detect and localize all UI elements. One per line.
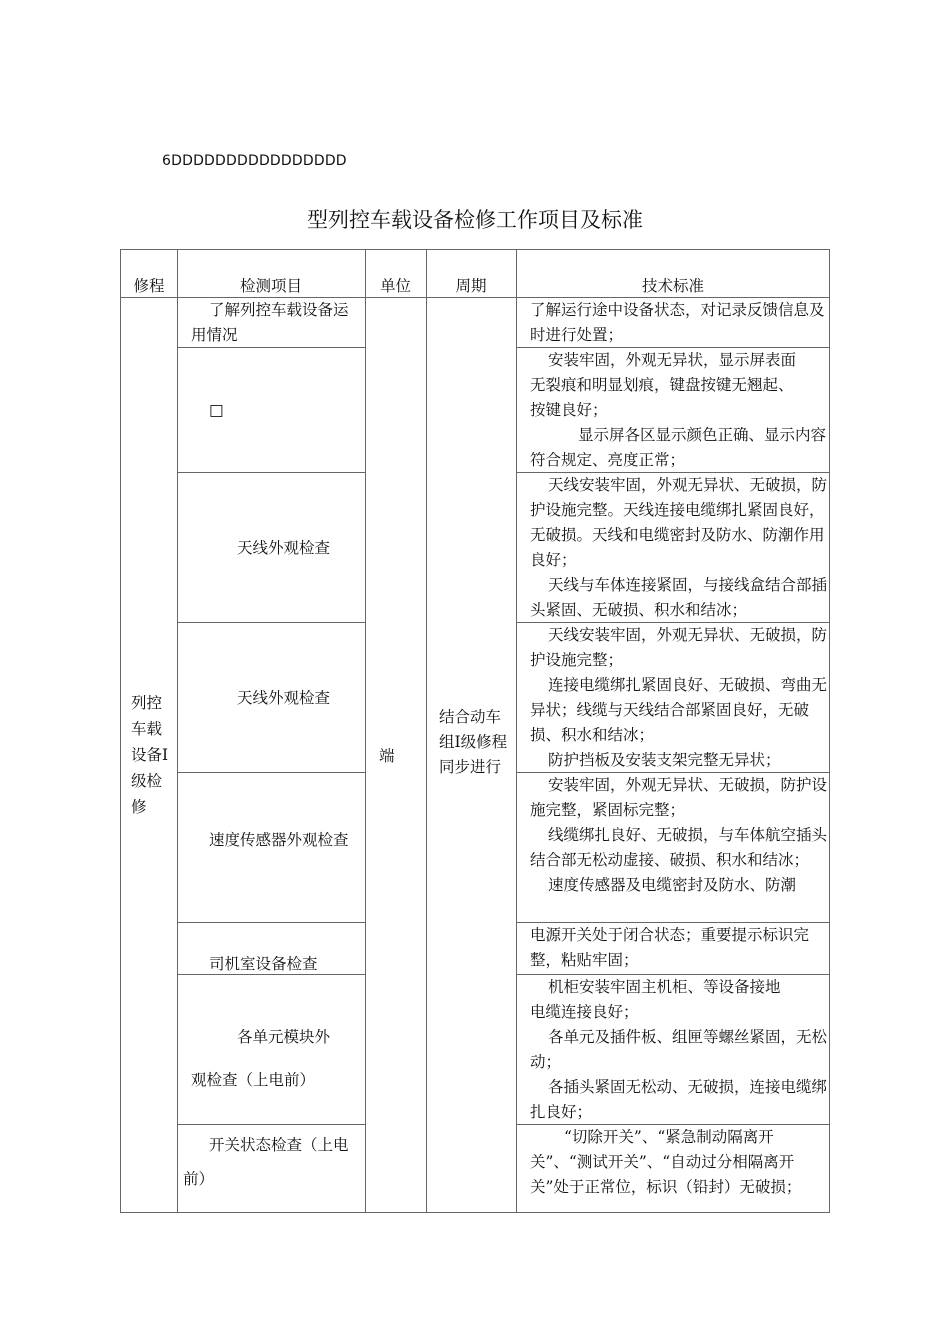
item-cell: 各单元模块外观检查（上电前） bbox=[191, 1028, 331, 1089]
standard-line: 机柜安装牢固主机柜、等设备接地电缆连接良好； bbox=[530, 978, 781, 1021]
item-cell: □ bbox=[209, 401, 224, 419]
standard-line: 线缆绑扎良好、无破损，与车体航空插头结合部无松动虚接、破损、积水和结冰； bbox=[530, 826, 828, 869]
repair-level: 列控车载设备Ⅰ级检修 bbox=[131, 694, 169, 816]
document-code: 6DDDDDDDDDDDDDDDD bbox=[162, 153, 347, 169]
item-cell: 了解列控车载设备运用情况 bbox=[191, 301, 349, 344]
item-cell: 天线外观检查 bbox=[237, 689, 331, 707]
inspection-table bbox=[120, 249, 830, 1213]
standard-line: 天线与车体连接紧固，与接线盒结合部插头紧固、无破损、积水和结冰； bbox=[530, 576, 828, 619]
standard-cell bbox=[530, 298, 828, 348]
standard-line: 各单元及插件板、组匣等螺丝紧固，无松动； bbox=[530, 1028, 828, 1071]
header-period: 周期 bbox=[455, 277, 487, 295]
standard-line: 防护挡板及安装支架完整无异状； bbox=[548, 751, 781, 769]
period-value: 结合动车组Ⅰ级修程同步进行 bbox=[439, 708, 508, 776]
standard-cell bbox=[530, 975, 828, 1125]
standard-line: 电源开关处于闭合状态；重要提示标识完整，粘贴牢固； bbox=[530, 926, 810, 969]
standard-line: 了解运行途中设备状态，对记录反馈信息及时进行处置； bbox=[530, 301, 825, 344]
header-standard: 技术标准 bbox=[641, 277, 704, 295]
standard-cell bbox=[530, 473, 828, 623]
header-item: 检测项目 bbox=[239, 277, 302, 295]
standard-line: 显示屏各区显示颜色正确、显示内容符合规定、亮度正常； bbox=[530, 426, 827, 469]
item-cell: 开关状态检查（上电前） bbox=[183, 1136, 349, 1188]
standard-cell bbox=[530, 623, 828, 773]
standard-line: “切除开关”、“紧急制动隔离开关”、“测试开关”、“自动过分相隔离开关”处于正常位，标识（铅封）无破损； bbox=[530, 1128, 802, 1196]
standard-line: 各插头紧固无松动、无破损，连接电缆绑扎良好； bbox=[530, 1078, 828, 1121]
standard-cell bbox=[530, 348, 828, 473]
standard-line: 连接电缆绑扎紧固良好、无破损、弯曲无异状；线缆与天线结合部紧固良好，无破损、积水和结冰； bbox=[530, 676, 828, 744]
standard-cell bbox=[530, 1125, 828, 1200]
item-cell: 速度传感器外观检查 bbox=[209, 831, 349, 849]
unit-value: 端 bbox=[379, 747, 395, 765]
standard-cell bbox=[530, 773, 828, 898]
standard-line: 天线安装牢固，外观无异状、无破损，防护设施完整。天线连接电缆绑扎紧固良好，无破损。天线和电缆密封及防水、防潮作用良好； bbox=[530, 476, 828, 569]
item-cell: 天线外观检查 bbox=[237, 539, 331, 557]
standard-line: 安装牢固，外观无异状、无破损，防护设施完整，紧固标完整； bbox=[530, 776, 828, 819]
header-unit: 单位 bbox=[379, 277, 411, 295]
standard-line: 速度传感器及电缆密封及防水、防潮 bbox=[548, 876, 797, 894]
standard-cell bbox=[530, 923, 828, 973]
standard-line: 安装牢固，外观无异状，显示屏表面无裂痕和明显划痕，键盘按键无翘起、按键良好； bbox=[530, 351, 797, 419]
item-cell: 司机室设备检查 bbox=[209, 955, 318, 973]
page-title: 型列控车载设备检修工作项目及标准 bbox=[307, 208, 643, 232]
header-repair: 修程 bbox=[133, 277, 165, 295]
standard-line: 天线安装牢固，外观无异状、无破损，防护设施完整； bbox=[530, 626, 828, 669]
